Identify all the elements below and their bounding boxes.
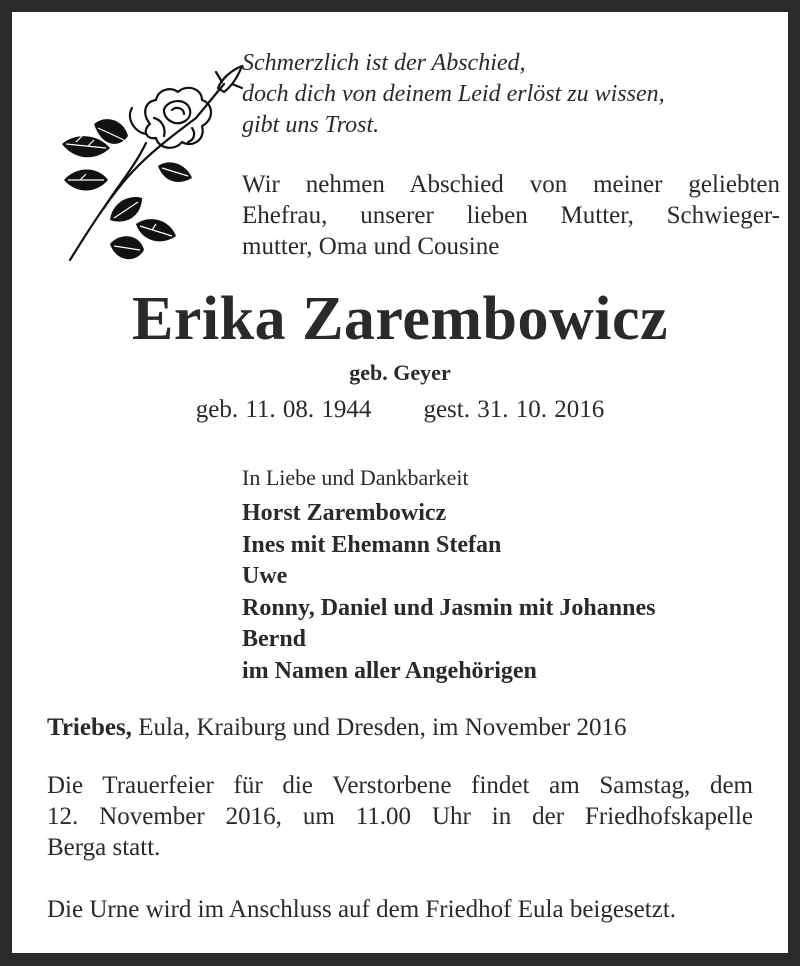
poem-line: Schmerzlich ist der Abschied, xyxy=(242,50,526,76)
mourner: Bernd xyxy=(242,626,307,652)
mourner: Horst Zarembowicz xyxy=(242,500,447,526)
farewell-intro xyxy=(242,169,780,262)
ceremony-line: Die Trauerfeier für die Verstorbene findet am Samstag, dem xyxy=(47,772,753,799)
ceremony-line: 12. November 2016, um 11.00 Uhr in der Friedhofskapelle xyxy=(47,803,753,830)
poem-verse xyxy=(242,48,762,141)
intro-line: Wir nehmen Abschied von meiner geliebten xyxy=(242,171,780,198)
place-rest: Eula, Kraiburg und Dresden, im November 2016 xyxy=(131,714,627,741)
place-bold: Triebes, xyxy=(47,714,132,741)
mourner: im Namen aller Angehörigen xyxy=(242,657,537,684)
ceremony-line: Berga statt. xyxy=(47,834,161,861)
birth-date: geb. 11. 08. 1944 xyxy=(195,396,372,423)
death-date: gest. 31. 10. 2016 xyxy=(423,396,605,423)
obituary-notice xyxy=(12,12,788,953)
thanks-line: In Liebe und Dankbarkeit xyxy=(242,465,469,490)
maiden-name: geb. Geyer xyxy=(349,360,451,385)
intro-line: Ehefrau, unserer lieben Mutter, Schwieger- xyxy=(242,202,780,229)
rose-icon xyxy=(46,48,246,278)
urn-burial-note: Die Urne wird im Anschluss auf dem Friedhof Eula beigesetzt. xyxy=(47,896,677,923)
place-and-date xyxy=(47,712,627,744)
mourner: Uwe xyxy=(242,563,288,589)
deceased-name: Erika Zarembowicz xyxy=(131,285,668,353)
poem-line: gibt uns Trost. xyxy=(242,112,380,138)
mourners-list xyxy=(242,498,655,687)
poem-line: doch dich von deinem Leid erlöst zu wissen, xyxy=(242,81,665,107)
funeral-ceremony-info xyxy=(47,770,753,863)
mourner: Ines mit Ehemann Stefan xyxy=(242,531,502,558)
intro-line: mutter, Oma und Cousine xyxy=(242,233,500,260)
mourner: Ronny, Daniel und Jasmin mit Johannes xyxy=(242,594,656,621)
life-dates xyxy=(12,394,788,426)
